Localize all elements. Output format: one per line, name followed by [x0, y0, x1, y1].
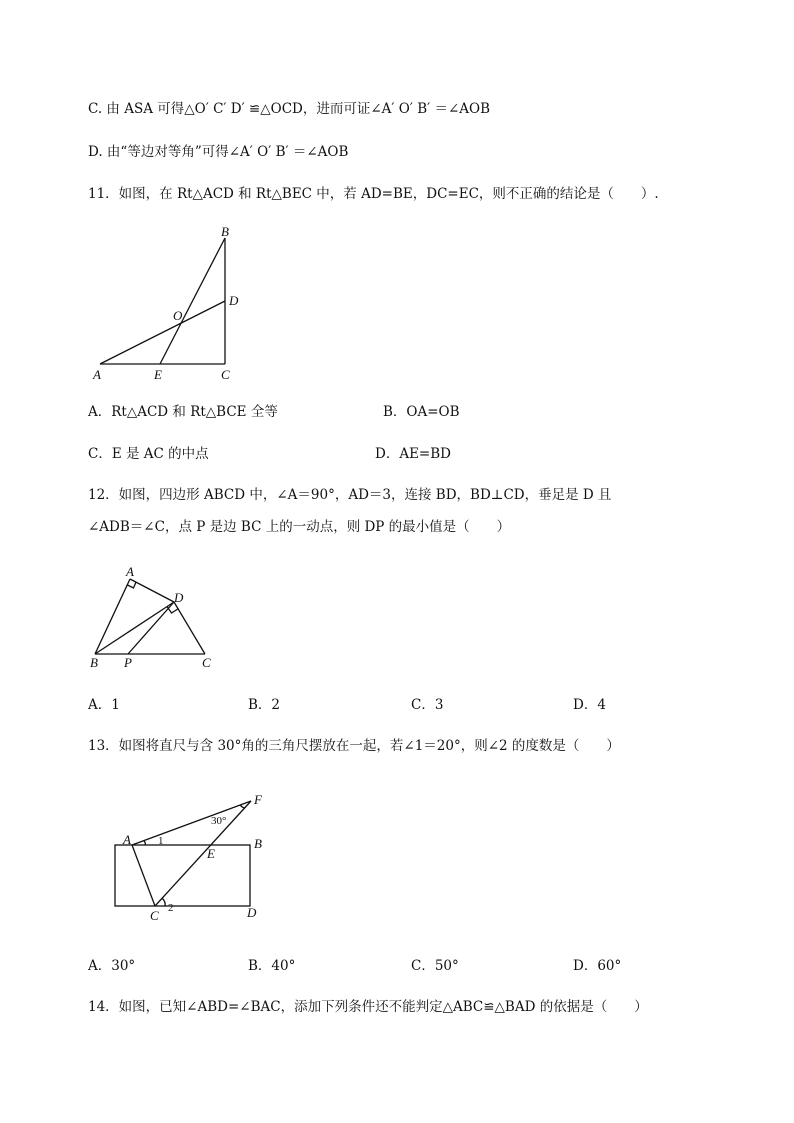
q13-label-b: B [254, 836, 262, 851]
q11-label-b: B [221, 224, 229, 239]
q11-option-a: A．Rt△ACD 和 Rt△BCE 全等 [88, 404, 278, 420]
q13-label-c: C [150, 908, 159, 923]
q13-label-angle-30: 30° [211, 815, 227, 827]
q14-stem: 14．如图，已知∠ABD=∠BAC，添加下列条件还不能判定△ABC≌△BAD 的依据是（ ） [88, 999, 648, 1015]
q12-option-b: B．2 [248, 697, 281, 713]
q13-triangle-ac [132, 845, 155, 906]
q12-label-a: A [126, 564, 134, 579]
q13-figure [110, 790, 280, 930]
q12-label-p: P [124, 655, 132, 670]
q13-angle-30-arc [240, 805, 245, 808]
q13-option-d: D．60° [573, 958, 622, 974]
q12-segment-ad [130, 579, 174, 602]
q13-triangle-af [132, 801, 251, 845]
q13-label-a: A [123, 832, 131, 847]
q11-option-c: C．E 是 AC 的中点 [88, 446, 209, 462]
q13-label-d: D [247, 905, 257, 920]
q12-option-c: C．3 [411, 697, 444, 713]
q13-triangle-cf [155, 801, 251, 906]
q11-segment-ad [100, 301, 225, 364]
q11-option-b: B．OA=OB [383, 404, 460, 420]
q11-label-o: O [173, 308, 183, 323]
q11-option-d: D．AE=BD [375, 446, 451, 462]
q12-label-d: D [174, 590, 184, 605]
q12-stem-line1: 12．如图，四边形 ABCD 中，∠A＝90°，AD＝3，连接 BD，BD⊥CD，垂足是 D 且 [88, 487, 612, 503]
q11-label-c: C [221, 367, 230, 382]
q13-option-b: B．40° [248, 958, 296, 974]
q10-option-d: D. 由“等边对等角”可得∠A′ O′ B′ ＝∠AOB [88, 144, 349, 160]
q11-label-e: E [154, 367, 162, 382]
q12-segment-dc [174, 602, 205, 654]
q11-label-a: A [93, 367, 101, 382]
q11-figure [90, 222, 250, 382]
q13-label-2: 2 [168, 902, 174, 914]
q10-option-c: C. 由 ASA 可得△O′ C′ D′ ≌△OCD，进而可证∠A′ O′ B′ ＝∠AOB [88, 101, 491, 117]
q13-label-f: F [254, 792, 262, 807]
q12-option-d: D．4 [573, 697, 606, 713]
q13-label-e: E [207, 846, 215, 861]
q11-stem: 11．如图，在 Rt△ACD 和 Rt△BEC 中，若 AD=BE，DC=EC，则不正确的结论是（ ）. [88, 186, 659, 202]
q13-stem: 13．如图将直尺与含 30°角的三角尺摆放在一起，若∠1＝20°，则∠2 的度数是（ ） [88, 738, 620, 754]
q11-label-d: D [229, 293, 239, 308]
q12-figure [88, 563, 218, 673]
q13-angle-2-arc [162, 898, 165, 906]
q13-option-c: C．50° [411, 958, 459, 974]
q12-label-b: B [90, 655, 98, 670]
q12-label-c: C [202, 655, 211, 670]
q13-label-1: 1 [158, 835, 164, 847]
q13-option-a: A．30° [88, 958, 136, 974]
q11-segment-be [160, 238, 225, 364]
q12-stem-line2: ∠ADB＝∠C，点 P 是边 BC 上的一动点，则 DP 的最小值是（ ） [88, 519, 511, 535]
q12-option-a: A．1 [88, 697, 120, 713]
